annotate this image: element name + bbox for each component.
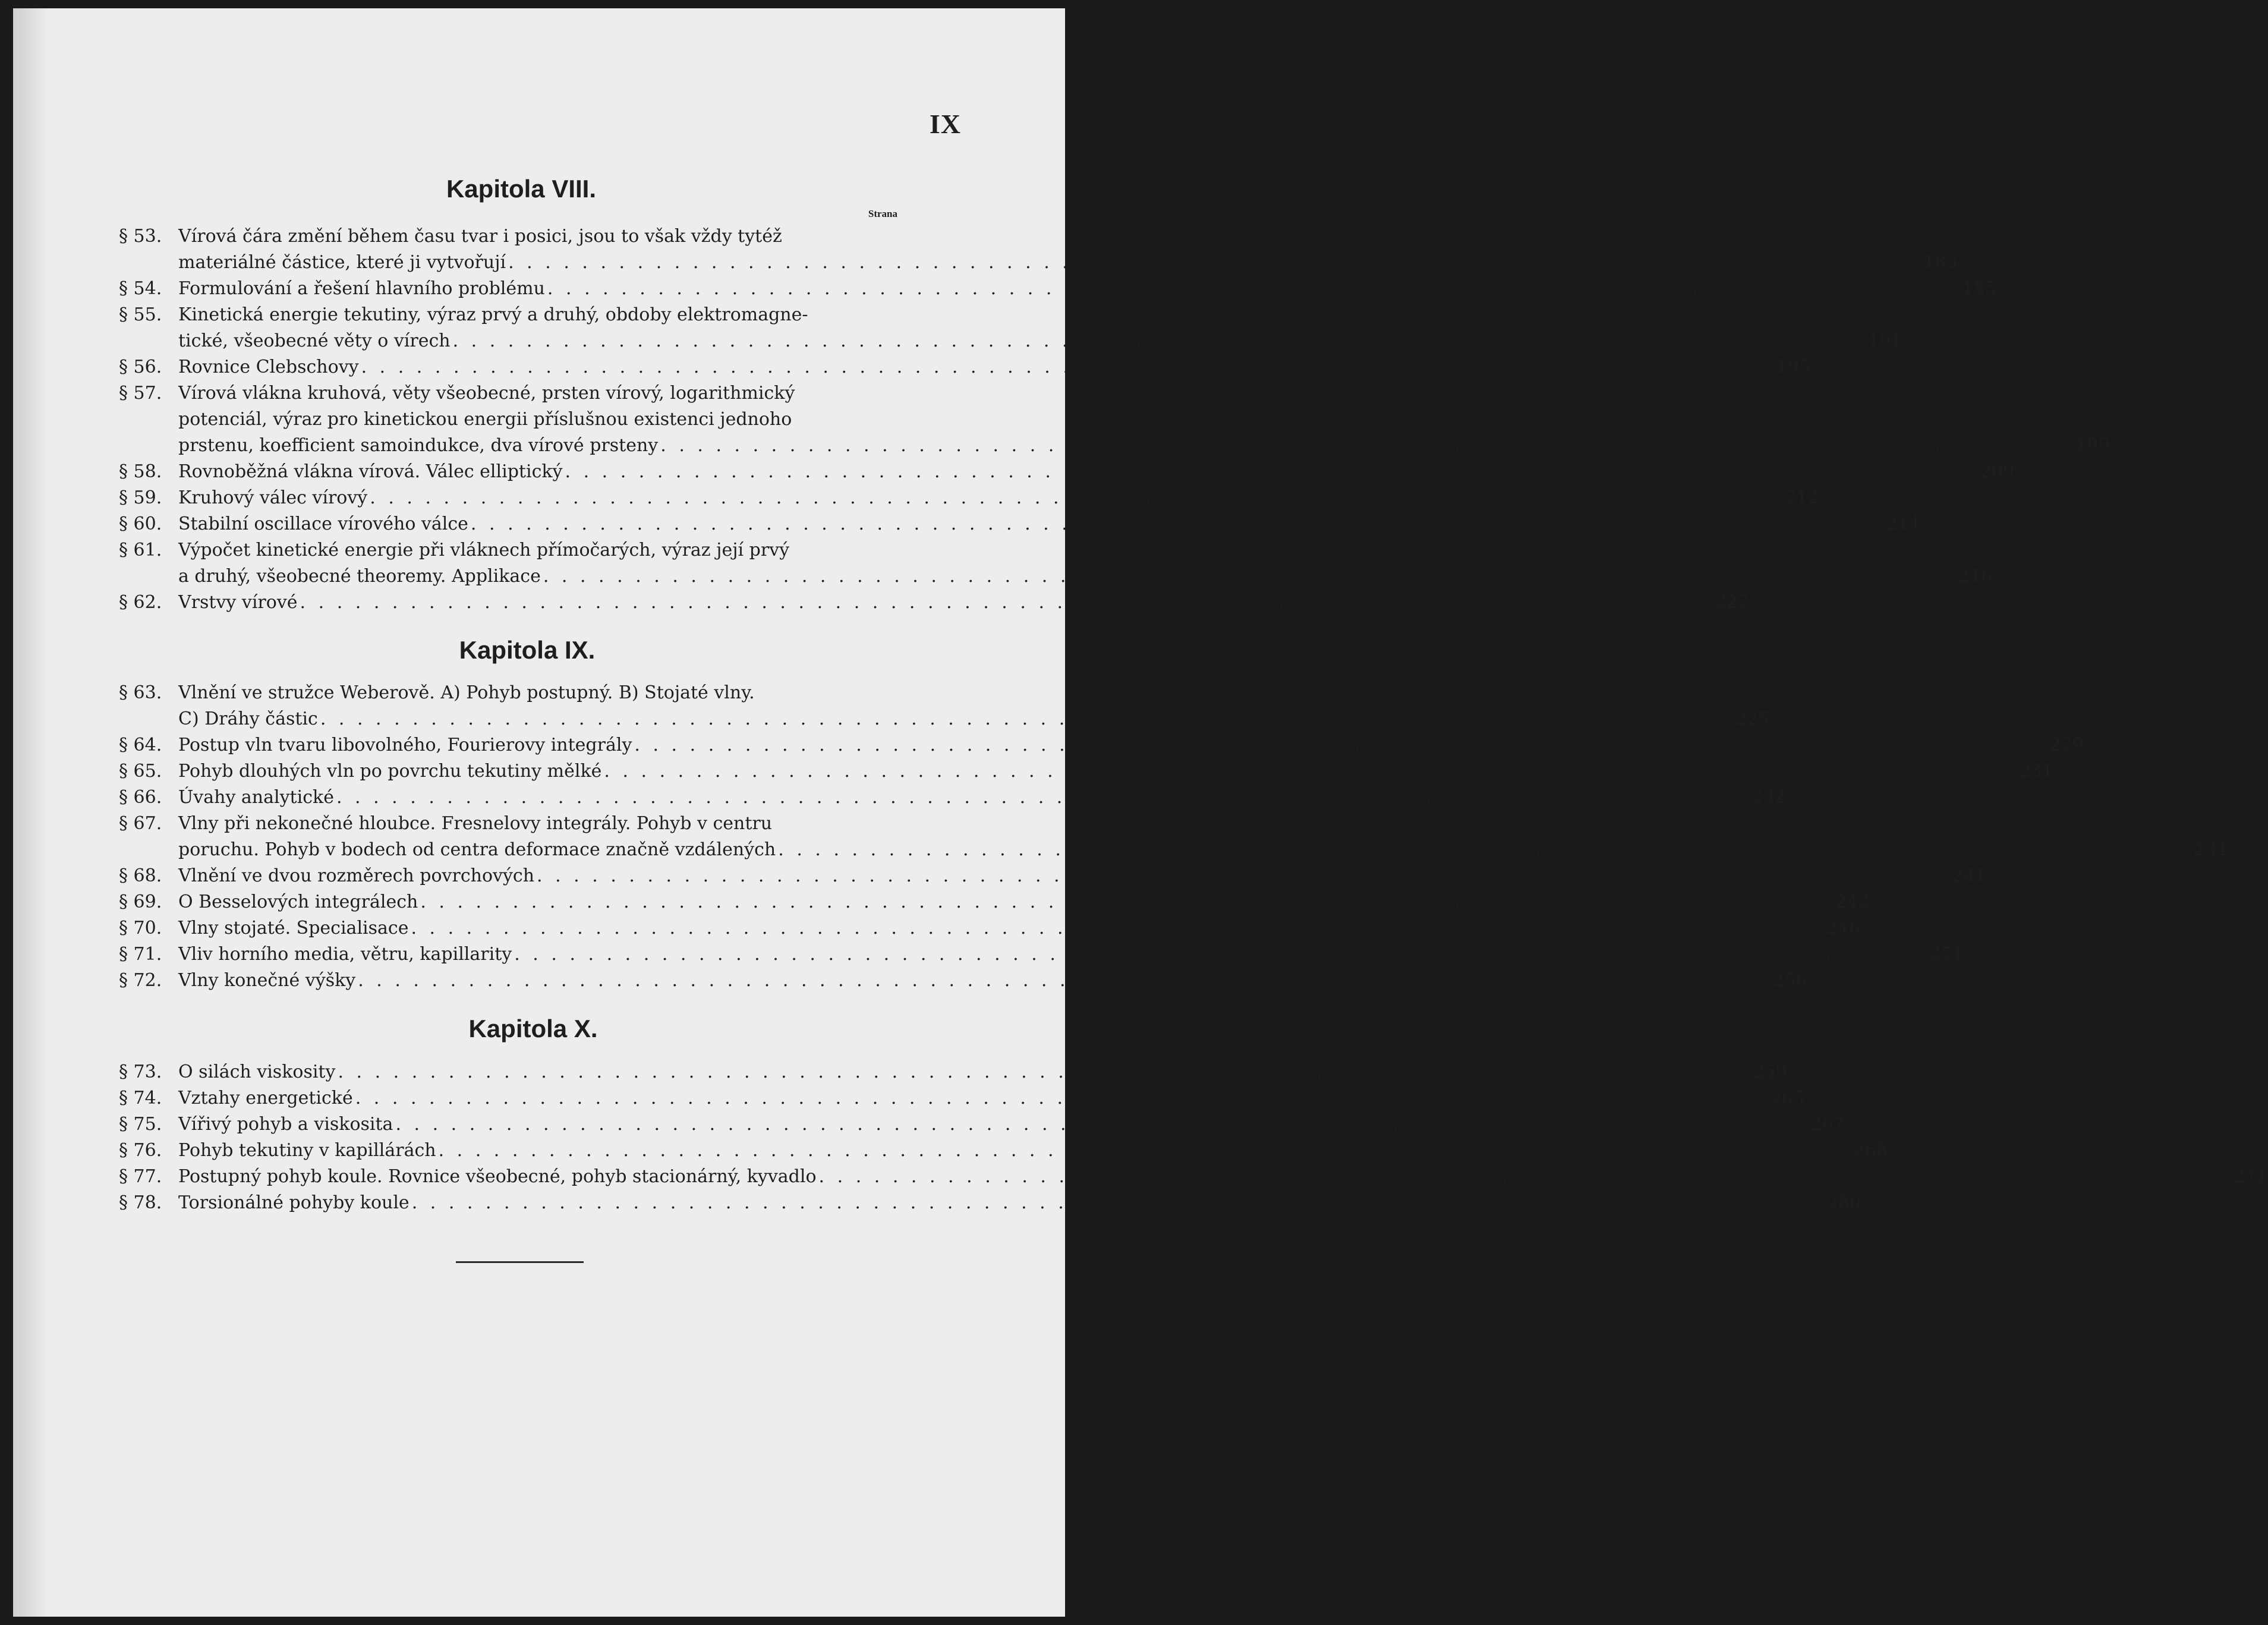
section-number: § 60. [119,514,162,534]
dot-leader [547,276,1960,302]
dot-leader [411,915,1823,941]
dot-leader [355,1085,1768,1111]
page-ref: 222 [1715,592,1749,613]
toc-entry [119,941,1964,968]
toc-entry [119,915,1860,941]
section-number: § 53. [119,226,162,247]
chapter-heading-viii: Kapitola VIII. [446,175,597,203]
dot-leader [370,485,1782,511]
dot-leader [336,785,1749,811]
entry-title-line: Vliv horního media, větru, kapillarity [178,944,512,965]
page-column-label: Strana [868,208,897,219]
entry-title-line: Formulování a řešení hlavního problému [178,278,545,299]
document-page [13,8,2268,1617]
section-number: § 76. [119,1140,162,1161]
dot-leader [358,968,1771,994]
entry-title-line: Výpočet kinetické energie při vláknech přímočarých, výraz její prvý [178,540,790,560]
entry-title-line: Rovnice Clebschovy [178,357,359,377]
page-ref: 256 [1773,970,1807,991]
entry-title-line: Vlnění ve dvou rozměrech povrchových [178,865,535,886]
page-ref: 231 [2019,761,2053,782]
page-ref: 280 [1826,1192,1861,1213]
toc-section-ix [119,680,2228,994]
section-number: § 78. [119,1192,162,1213]
page-ref: 268 [1853,1140,1888,1161]
section-number: § 77. [119,1166,162,1187]
dot-leader [453,328,1866,354]
chapter-heading-ix: Kapitola IX. [459,636,596,664]
entry-title-line: Postup vln tvaru libovolného, Fourierovy integrály [178,735,632,755]
toc-entry [119,785,1786,811]
section-number: § 61. [119,540,162,560]
toc-entry [119,889,1870,915]
section-number: § 62. [119,592,162,613]
dot-leader [778,837,2191,863]
entry-title-line: Vlny stojaté. Specialisace [178,918,409,939]
dot-leader [471,511,1883,537]
page-ref: 195 [1776,357,1810,377]
page-ref: 212 [1785,487,1819,508]
section-number: § 71. [119,944,162,965]
dot-leader [508,250,1921,276]
entry-title-line: C) Dráhy částic [178,708,318,729]
entry-title-line: Pohyb dlouhých vln po povrchu tekutiny mělké [178,761,602,782]
page-ref: 265 [1770,1088,1805,1108]
entry-title-line: Rovnoběžná vlákna vírová. Válec elliptický [178,461,563,482]
entry-title-line: Vrstvy vírové [178,592,298,613]
toc-entry [119,276,1997,302]
toc-entry [119,811,2228,863]
toc-entry [119,968,1807,994]
page-ref: 246 [1826,918,1860,939]
page-ref: 242 [1835,892,1870,912]
page-ref: 199 [2075,435,2110,456]
page-ref: 259 [1753,1062,1787,1082]
dot-leader [604,758,2017,785]
dot-leader [420,889,1833,915]
dot-leader [320,706,1733,732]
toc-entry [119,354,1810,380]
dot-leader [543,563,1956,590]
page-ref: 185 [1962,278,1997,299]
section-number: § 75. [119,1114,162,1135]
entry-title-line: Vírová čára změní během času tvar i posici, jsou to však vždy tytéž [178,226,782,247]
toc-entry [119,1190,1861,1216]
toc-section-x [119,1059,2268,1216]
section-number: § 66. [119,787,162,808]
toc-entry [119,511,1920,537]
section-number: § 70. [119,918,162,939]
page-ref: 183 [1923,252,1958,273]
dot-leader [361,354,1774,380]
section-number: § 63. [119,682,162,703]
page-ref: 191 [1867,330,1902,351]
page-ref: 229 [2049,735,2084,755]
entry-title-line: Kruhový válec vírový [178,487,368,508]
dot-leader [412,1190,1825,1216]
dot-leader [565,459,1978,485]
toc-entry [119,758,2053,785]
entry-title-line: Vlny konečné výšky [178,970,356,991]
section-number: § 55. [119,304,162,325]
section-number: § 69. [119,892,162,912]
page-ref: 214 [1885,514,1920,534]
toc-section-viii [119,223,2110,616]
section-number: § 74. [119,1088,162,1108]
section-number: § 57. [119,383,162,404]
section-number: § 65. [119,761,162,782]
entry-title-line: Kinetická energie tekutiny, výraz prvý a druhý, obdoby elektromagne- [178,304,808,325]
dot-leader [338,1059,1750,1085]
toc-entry [119,1164,2268,1190]
dot-leader [660,433,2073,459]
dot-leader [514,941,1927,968]
section-number: § 54. [119,278,162,299]
entry-title-line: Postupný pohyb koule. Rovnice všeobecné, pohyb stacionárný, kyvadlo [178,1166,817,1187]
toc-entry [119,485,1819,511]
toc-entry [119,1059,1787,1085]
toc-entry [119,537,1993,590]
entry-title-line: O silách viskosity [178,1062,336,1082]
page-ref: 209 [1980,461,2014,482]
entry-title-line: tické, všeobecné věty o vírech [178,330,451,351]
entry-title-line: potenciál, výraz pro kinetickou energii příslušnou existenci jednoho [178,409,792,430]
section-number: § 67. [119,813,162,834]
toc-entry [119,302,1902,354]
entry-title-line: Vlnění ve stružce Weberově. A) Pohyb postupný. B) Stojaté vlny. [178,682,755,703]
entry-title-line: a druhý, všeobecné theoremy. Applikace [178,566,541,587]
dot-leader [439,1138,1851,1164]
page-ref: 234 [2193,839,2228,860]
page-ref: 271 [2234,1166,2268,1187]
entry-title-line: poruchu. Pohyb v bodech od centra deformace značně vzdálených [178,839,776,860]
entry-title-line: materiálné částice, které ji vytvořují [178,252,506,273]
toc-entry [119,732,2084,758]
section-number: § 59. [119,487,162,508]
dot-leader [634,732,2047,758]
section-number: § 68. [119,865,162,886]
page-ref: 251 [1929,944,1964,965]
toc-entry [119,863,1986,889]
section-number: § 73. [119,1062,162,1082]
entry-title-line: Vírová vlákna kruhová, věty všeobecné, prsten vírový, logarithmický [178,383,795,404]
toc-entry [119,1138,1888,1164]
page-ref: 232 [1751,787,1786,808]
toc-entry [119,223,1958,276]
closing-rule [456,1261,584,1263]
page-ref: 225 [1735,708,1770,729]
entry-title-line: O Besselových integrálech [178,892,418,912]
section-number: § 64. [119,735,162,755]
entry-title-line: Torsionálné pohyby koule [178,1192,410,1213]
dot-leader [395,1111,1808,1138]
page-ref: 216 [1958,566,1993,587]
page-ref: 267 [1810,1114,1845,1135]
toc-entry [119,590,1749,616]
page-ref: 241 [1952,865,1986,886]
toc-entry [119,1111,1845,1138]
toc-entry [119,459,2014,485]
entry-title-line: Vířivý pohyb a viskosita [178,1114,393,1135]
dot-leader [537,863,1949,889]
entry-title-line: Vlny při nekonečné hloubce. Fresnelovy integrály. Pohyb v centru [178,813,773,834]
page-number: IX [929,109,961,139]
section-number: § 72. [119,970,162,991]
entry-title-line: Stabilní oscillace vírového válce [178,514,468,534]
entry-title-line: prstenu, koefficient samoindukce, dva vírové prsteny [178,435,659,456]
dot-leader [300,590,1713,616]
entry-title-line: Úvahy analytické [178,787,334,808]
chapter-heading-x: Kapitola X. [468,1015,598,1043]
section-number: § 58. [119,461,162,482]
toc-entry [119,680,1770,732]
dot-leader [819,1164,2232,1190]
toc-entry [119,380,2110,459]
section-number: § 56. [119,357,162,377]
entry-title-line: Pohyb tekutiny v kapillárách [178,1140,436,1161]
toc-entry [119,1085,1805,1111]
entry-title-line: Vztahy energetické [178,1088,353,1108]
